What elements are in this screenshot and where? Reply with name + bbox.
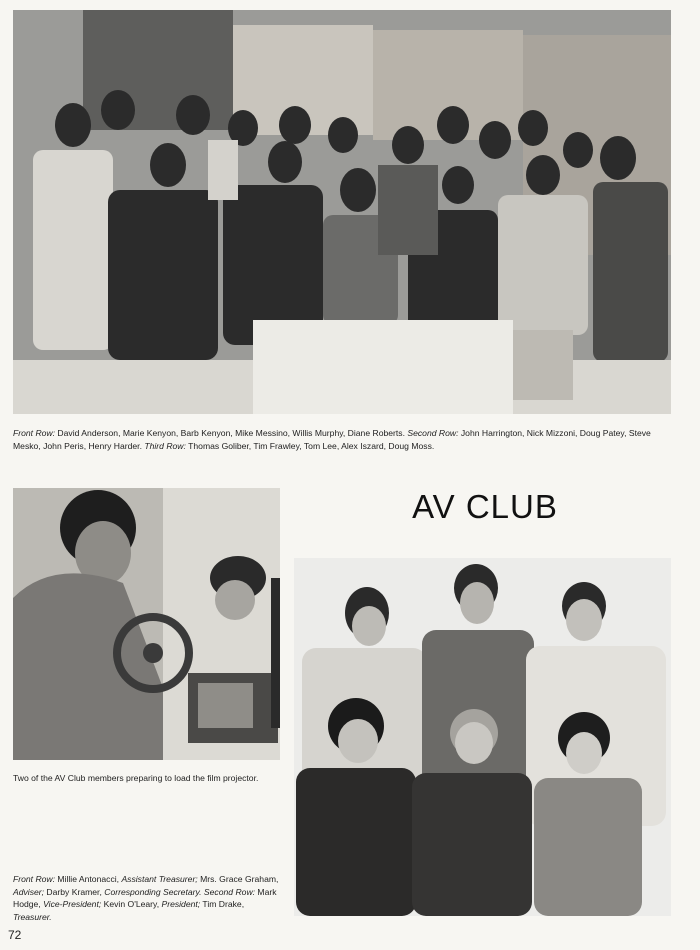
officers-front-row-label: Front Row: (13, 874, 56, 884)
officers-name-6: Tim Drake, (200, 899, 245, 909)
officers-name-4: Mark Hodge, (13, 886, 277, 909)
officers-role-6: Treasurer. (13, 911, 52, 922)
officers-name-2: Mrs. Grace Graham, (197, 874, 279, 884)
officers-name-5: Kevin O'Leary, (101, 899, 162, 909)
caption-second-row-label: Second Row: (407, 428, 459, 438)
officers-photo-illustration (294, 558, 671, 916)
officers-name-1: Millie Antonacci, (55, 874, 122, 884)
officers-name-3: Darby Kramer, (44, 886, 105, 897)
caption-third-row-names: Thomas Goliber, Tim Frawley, Tom Lee, Alex Iszard, Doug Moss. (185, 440, 435, 451)
projector-photo (13, 488, 280, 760)
group-photo (13, 10, 671, 414)
group-photo-caption (13, 427, 673, 452)
projector-photo-illustration (13, 488, 280, 760)
officers-role-3: Corresponding Secretary. (104, 886, 202, 897)
officers-second-row-label: Second Row: (203, 886, 256, 897)
page-number: 72 (8, 928, 22, 942)
projector-caption: Two of the AV Club members preparing to load the film projector. (13, 773, 259, 783)
group-photo-illustration (13, 10, 671, 414)
officers-role-4: Vice-President; (43, 899, 102, 909)
officers-photo (294, 558, 671, 916)
officers-caption (13, 873, 281, 923)
page-title: AV CLUB (412, 488, 558, 525)
officers-role-1: Assistant Treasurer; (121, 874, 198, 884)
officers-role-2: Adviser; (13, 886, 45, 897)
caption-third-row-label: Third Row: (144, 440, 186, 451)
caption-front-row-label: Front Row: (13, 428, 56, 438)
officers-role-5: President; (161, 899, 201, 909)
caption-front-row-names: David Anderson, Marie Kenyon, Barb Kenyon, Mike Messino, Willis Murphy, Diane Roberts. (55, 428, 408, 438)
caption-second-row-names: John Harrington, Nick Mizzoni, Doug Patey, Steve Mesko, John Peris, Henry Harder. (13, 428, 651, 451)
